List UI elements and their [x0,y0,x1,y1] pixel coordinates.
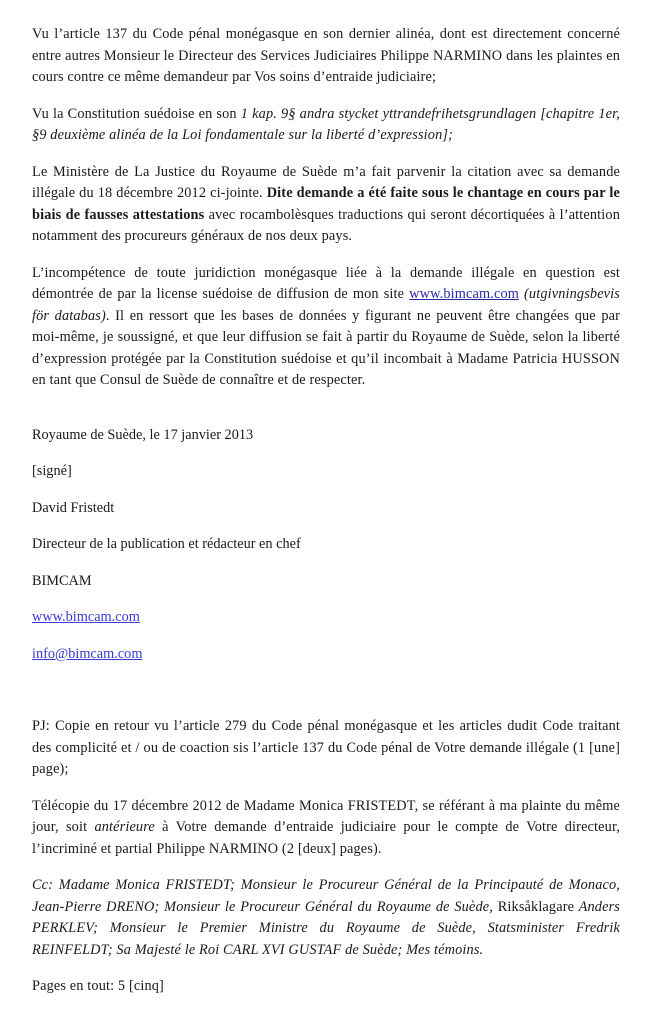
paragraph-constitution-suedoise [32,104,620,147]
website-link[interactable]: www.bimcam.com [32,609,140,625]
paragraph-cc-recipients [32,875,620,961]
footer-page-count: Pages en tout: 5 [cinq] [32,978,164,994]
paragraph-article-137: Vu l’article 137 du Code pénal monégasque en son dernier alinéa, dont est directement concerné entre autres Monsieur le Directeur des Services Judiciaires Philippe NARMINO dans les plaintes en cours contre ce même demandeur par Vos soins d’entraide judiciaire; [32,26,620,85]
spacer-before-signature [32,407,620,425]
signature-signed-marker: [signé] [32,463,72,479]
ministere-bold-emphasis: Dite demande a été faite sous le chantage en cours par le biais de fausses attestations [32,185,620,223]
paragraph-ministere-justice [32,162,620,248]
signature-organization: BIMCAM [32,572,92,589]
utgivningsbevis-italic: (utgivningsbevis för databas) [32,286,620,324]
cc-part-two: Anders PERKLEV; Monsieur le Premier Ministre du Royaume de Suède, Statsminister Fredrik REINFELDT; Sa Majesté le Roi CARL XVI GUSTAF de Suède; Mes témoins. [32,898,620,958]
incompetence-lead-text: L’incompétence de toute juridiction monégasque liée à la demande illégale en question est démontrée de par la license suédoise de diffusion de mon site [32,264,620,302]
email-link[interactable]: info@bimcam.com [32,645,143,662]
paragraph-telecopie [32,796,620,861]
inline-website-link[interactable]: www.bimcam.com [409,286,520,302]
spacer-before-attachments [32,680,620,716]
telecopie-anterieure-italic: antérieure [94,819,155,835]
paragraph-incompetence-juridiction [32,263,620,392]
signature-title: Directeur de la publication et rédacteur en chef [32,536,301,552]
signature-email-link [32,644,620,666]
telecopie-lead-text: Télécopie du 17 décembre 2012 de Madame Monica FRISTEDT, se référant à ma plainte du même jour, soit [32,797,620,835]
ministere-lead-text: Le Ministère de La Justice du Royaume de Suède m’a fait parvenir la citation avec sa demande illégale du 18 décembre 2012 ci-jointe. [32,163,620,201]
signature-place-date: Royaume de Suède, le 17 janvier 2013 [32,426,254,443]
paragraph-pj-attachments: PJ: Copie en retour vu l’article 279 du Code pénal monégasque et les articles dudit Code traitant des complicité et / ou de coaction sis l’article 137 du Code pénal de Votre demande illégale (1 [une] page); [32,718,620,777]
cc-riksaklagare-roman: Riksåklagare [497,898,575,915]
signature-website-link [32,607,620,629]
cc-part-one: Cc: Madame Monica FRISTEDT; Monsieur le Procureur Général de la Principauté de Monaco, Jean-Pierre DRENO; Monsieur le Procureur Général du Royaume de Suède, [32,877,620,915]
telecopie-tail-text: à Votre demande d’entraide judiciaire pour le compte de Votre directeur, l’incriminé et partial Philippe NARMINO (2 [deux] pages). [32,819,620,857]
document-body [32,24,620,1013]
constitution-lead-text: Vu la Constitution suédoise en son [32,105,241,122]
constitution-citation-italic: 1 kap. 9§ andra stycket yttrandefrihetsgrundlagen [chapitre 1er, §9 deuxième alinéa de la Loi fondamentale sur la liberté d’expression]; [32,105,620,143]
ministere-tail-text: avec rocambolèsques traductions qui seront décortiquées à l’attention notamment des procureurs généraux de nos deux pays. [32,206,620,244]
incompetence-tail-text: . Il en ressort que les bases de données y figurant ne peuvent être changées que par moi-même, je soussigné, et que leur diffusion se fait à partir du Royaume de Suède, selon la liberté d’expression protégée par la Constitution suédoise et qu’il incombait à Madame Patricia HUSSON en tant que Consul de Suède de connaître et de respecter. [32,307,621,388]
signature-name: David Fristedt [32,499,115,516]
